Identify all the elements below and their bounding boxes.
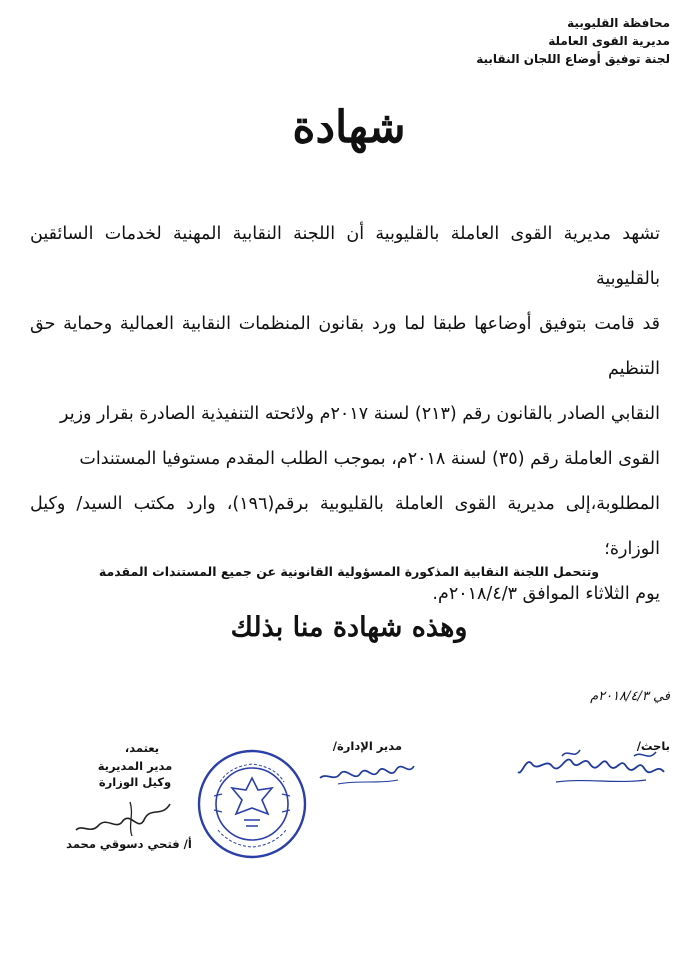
body-line: تشهد مديرية القوى العاملة بالقليوبية أن اللجنة النقابية المهنية لخدمات السائقين بالقليوبية [30,224,660,289]
closing-statement: وهذه شهادة منا بذلك [230,612,468,643]
body-line: النقابي الصادر بالقانون رقم (٢١٣) لسنة ٢٠١٧م ولائحته التنفيذية الصادرة بقرار وزير [60,404,660,424]
committee-line: لجنة توفيق أوضاع اللجان النقابية [476,52,670,66]
directorate-line: مديرية القوى العاملة [548,34,670,48]
undersecretary-title: وكيل الوزارة [98,775,172,789]
responsibility-statement: وتتحمل اللجنة النقابية المذكورة المسؤولية القانونية عن جميع المستندات المقدمة [98,564,600,579]
approver-name: أ/ فتحي دسوقي محمد [66,837,192,851]
document-title: شهادة [292,102,406,153]
body-line: يوم الثلاثاء الموافق ٢٠١٨/٤/٣م. [432,584,660,604]
director-admin-signature-image [318,752,418,788]
body-line: قد قامت بتوفيق أوضاعها طبقا لما ورد بقانون المنظمات النقابية العمالية وحماية حق التنظيم [30,314,660,379]
certificate-body [30,212,660,617]
letterhead [410,14,670,68]
researcher-label: باحث/ [636,739,670,753]
approval-label: يعتمد، [124,741,160,755]
researcher-signature-image [516,742,666,790]
body-line: القوى العاملة رقم (٣٥) لسنة ٢٠١٨م، بموجب الطلب المقدم مستوفيا المستندات [79,449,660,469]
official-seal-stamp [196,748,308,860]
director-admin-label: مدير الإدارة/ [332,739,402,753]
director-title: مدير المديرية [97,759,173,773]
body-line: المطلوبة،إلى مديرية القوى العاملة بالقليوبية برقم(١٩٦)، وارد مكتب السيد/ وكيل الوزارة؛ [30,494,660,559]
issue-date: في ٢٠١٨/٤/٣م [590,689,670,704]
governorate-line: محافظة القليوبية [567,16,670,30]
